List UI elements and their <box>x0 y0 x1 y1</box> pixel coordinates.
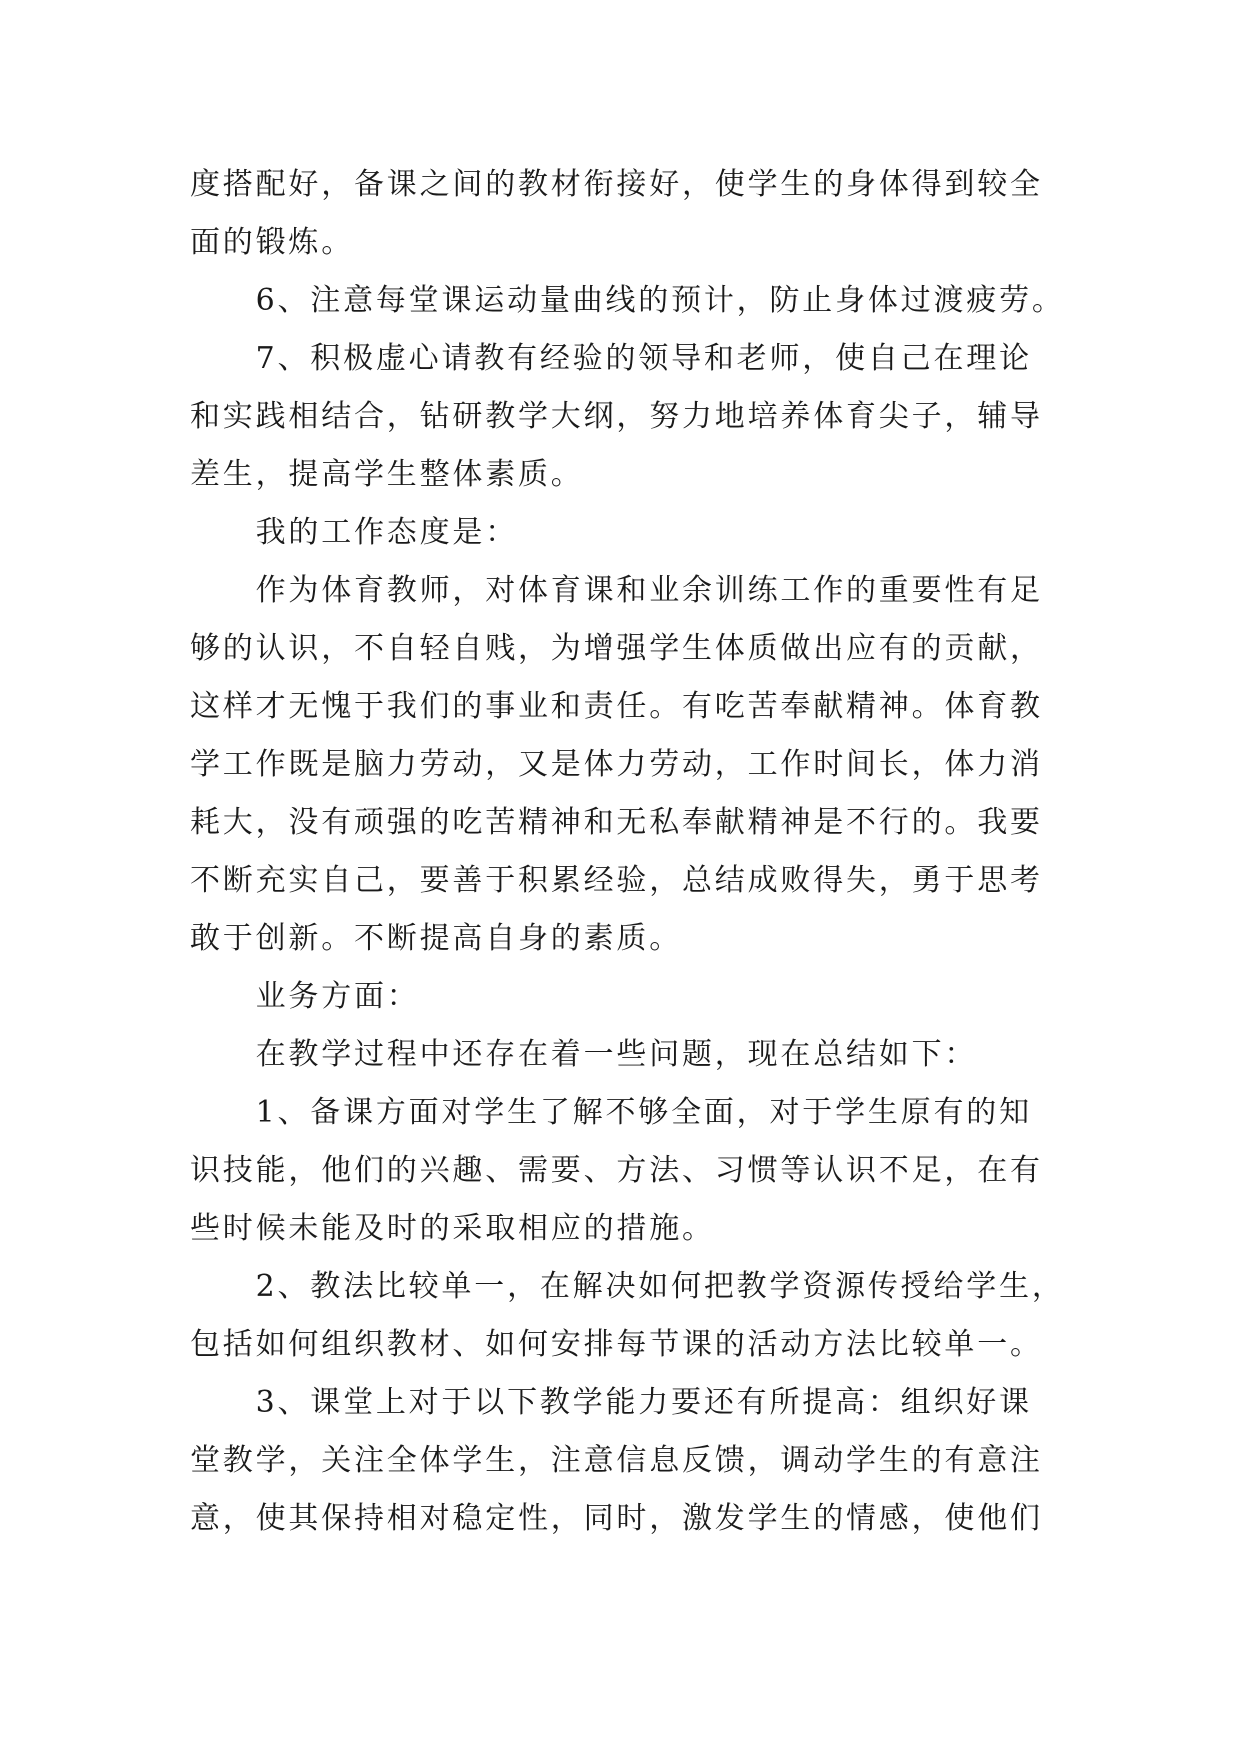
text-line: 2、教法比较单一，在解决如何把教学资源传授给学生， <box>190 1269 1065 1304</box>
text-line: 6、注意每堂课运动量曲线的预计，防止身体过渡疲劳。 <box>190 283 1065 318</box>
text-line: 在教学过程中还存在着一些问题，现在总结如下： <box>190 1037 978 1072</box>
text-line: 不断充实自己，要善于积累经验，总结成败得失，勇于思考 <box>190 863 1043 898</box>
text-line: 和实践相结合，钻研教学大纲，努力地培养体育尖子，辅导 <box>190 399 1043 434</box>
text-line: 度搭配好，备课之间的教材衔接好，使学生的身体得到较全 <box>190 167 1043 202</box>
text-line: 1、备课方面对学生了解不够全面，对于学生原有的知 <box>190 1095 1032 1130</box>
text-line: 意，使其保持相对稳定性，同时，激发学生的情感，使他们 <box>190 1501 1043 1536</box>
text-line: 面的锻炼。 <box>190 225 354 260</box>
text-line: 3、课堂上对于以下教学能力要还有所提高：组织好课 <box>190 1385 1032 1420</box>
text-line: 我的工作态度是： <box>190 515 518 550</box>
text-line: 些时候未能及时的采取相应的措施。 <box>190 1211 715 1246</box>
text-line: 识技能，他们的兴趣、需要、方法、习惯等认识不足，在有 <box>190 1153 1043 1188</box>
text-line: 够的认识，不自轻自贱，为增强学生体质做出应有的贡献， <box>190 631 1043 666</box>
text-line: 耗大，没有顽强的吃苦精神和无私奉献精神是不行的。我要 <box>190 805 1043 840</box>
text-line: 7、积极虚心请教有经验的领导和老师，使自己在理论 <box>190 341 1032 376</box>
text-line: 这样才无愧于我们的事业和责任。有吃苦奉献精神。体育教 <box>190 689 1043 724</box>
text-line: 差生，提高学生整体素质。 <box>190 457 584 492</box>
document-body <box>190 156 1065 1548</box>
text-line: 业务方面： <box>190 979 420 1014</box>
text-line: 包括如何组织教材、如何安排每节课的活动方法比较单一。 <box>190 1327 1043 1362</box>
text-line: 学工作既是脑力劳动，又是体力劳动，工作时间长，体力消 <box>190 747 1043 782</box>
text-line: 作为体育教师，对体育课和业余训练工作的重要性有足 <box>190 573 1043 608</box>
text-line: 堂教学，关注全体学生，注意信息反馈，调动学生的有意注 <box>190 1443 1043 1478</box>
text-line: 敢于创新。不断提高自身的素质。 <box>190 921 682 956</box>
